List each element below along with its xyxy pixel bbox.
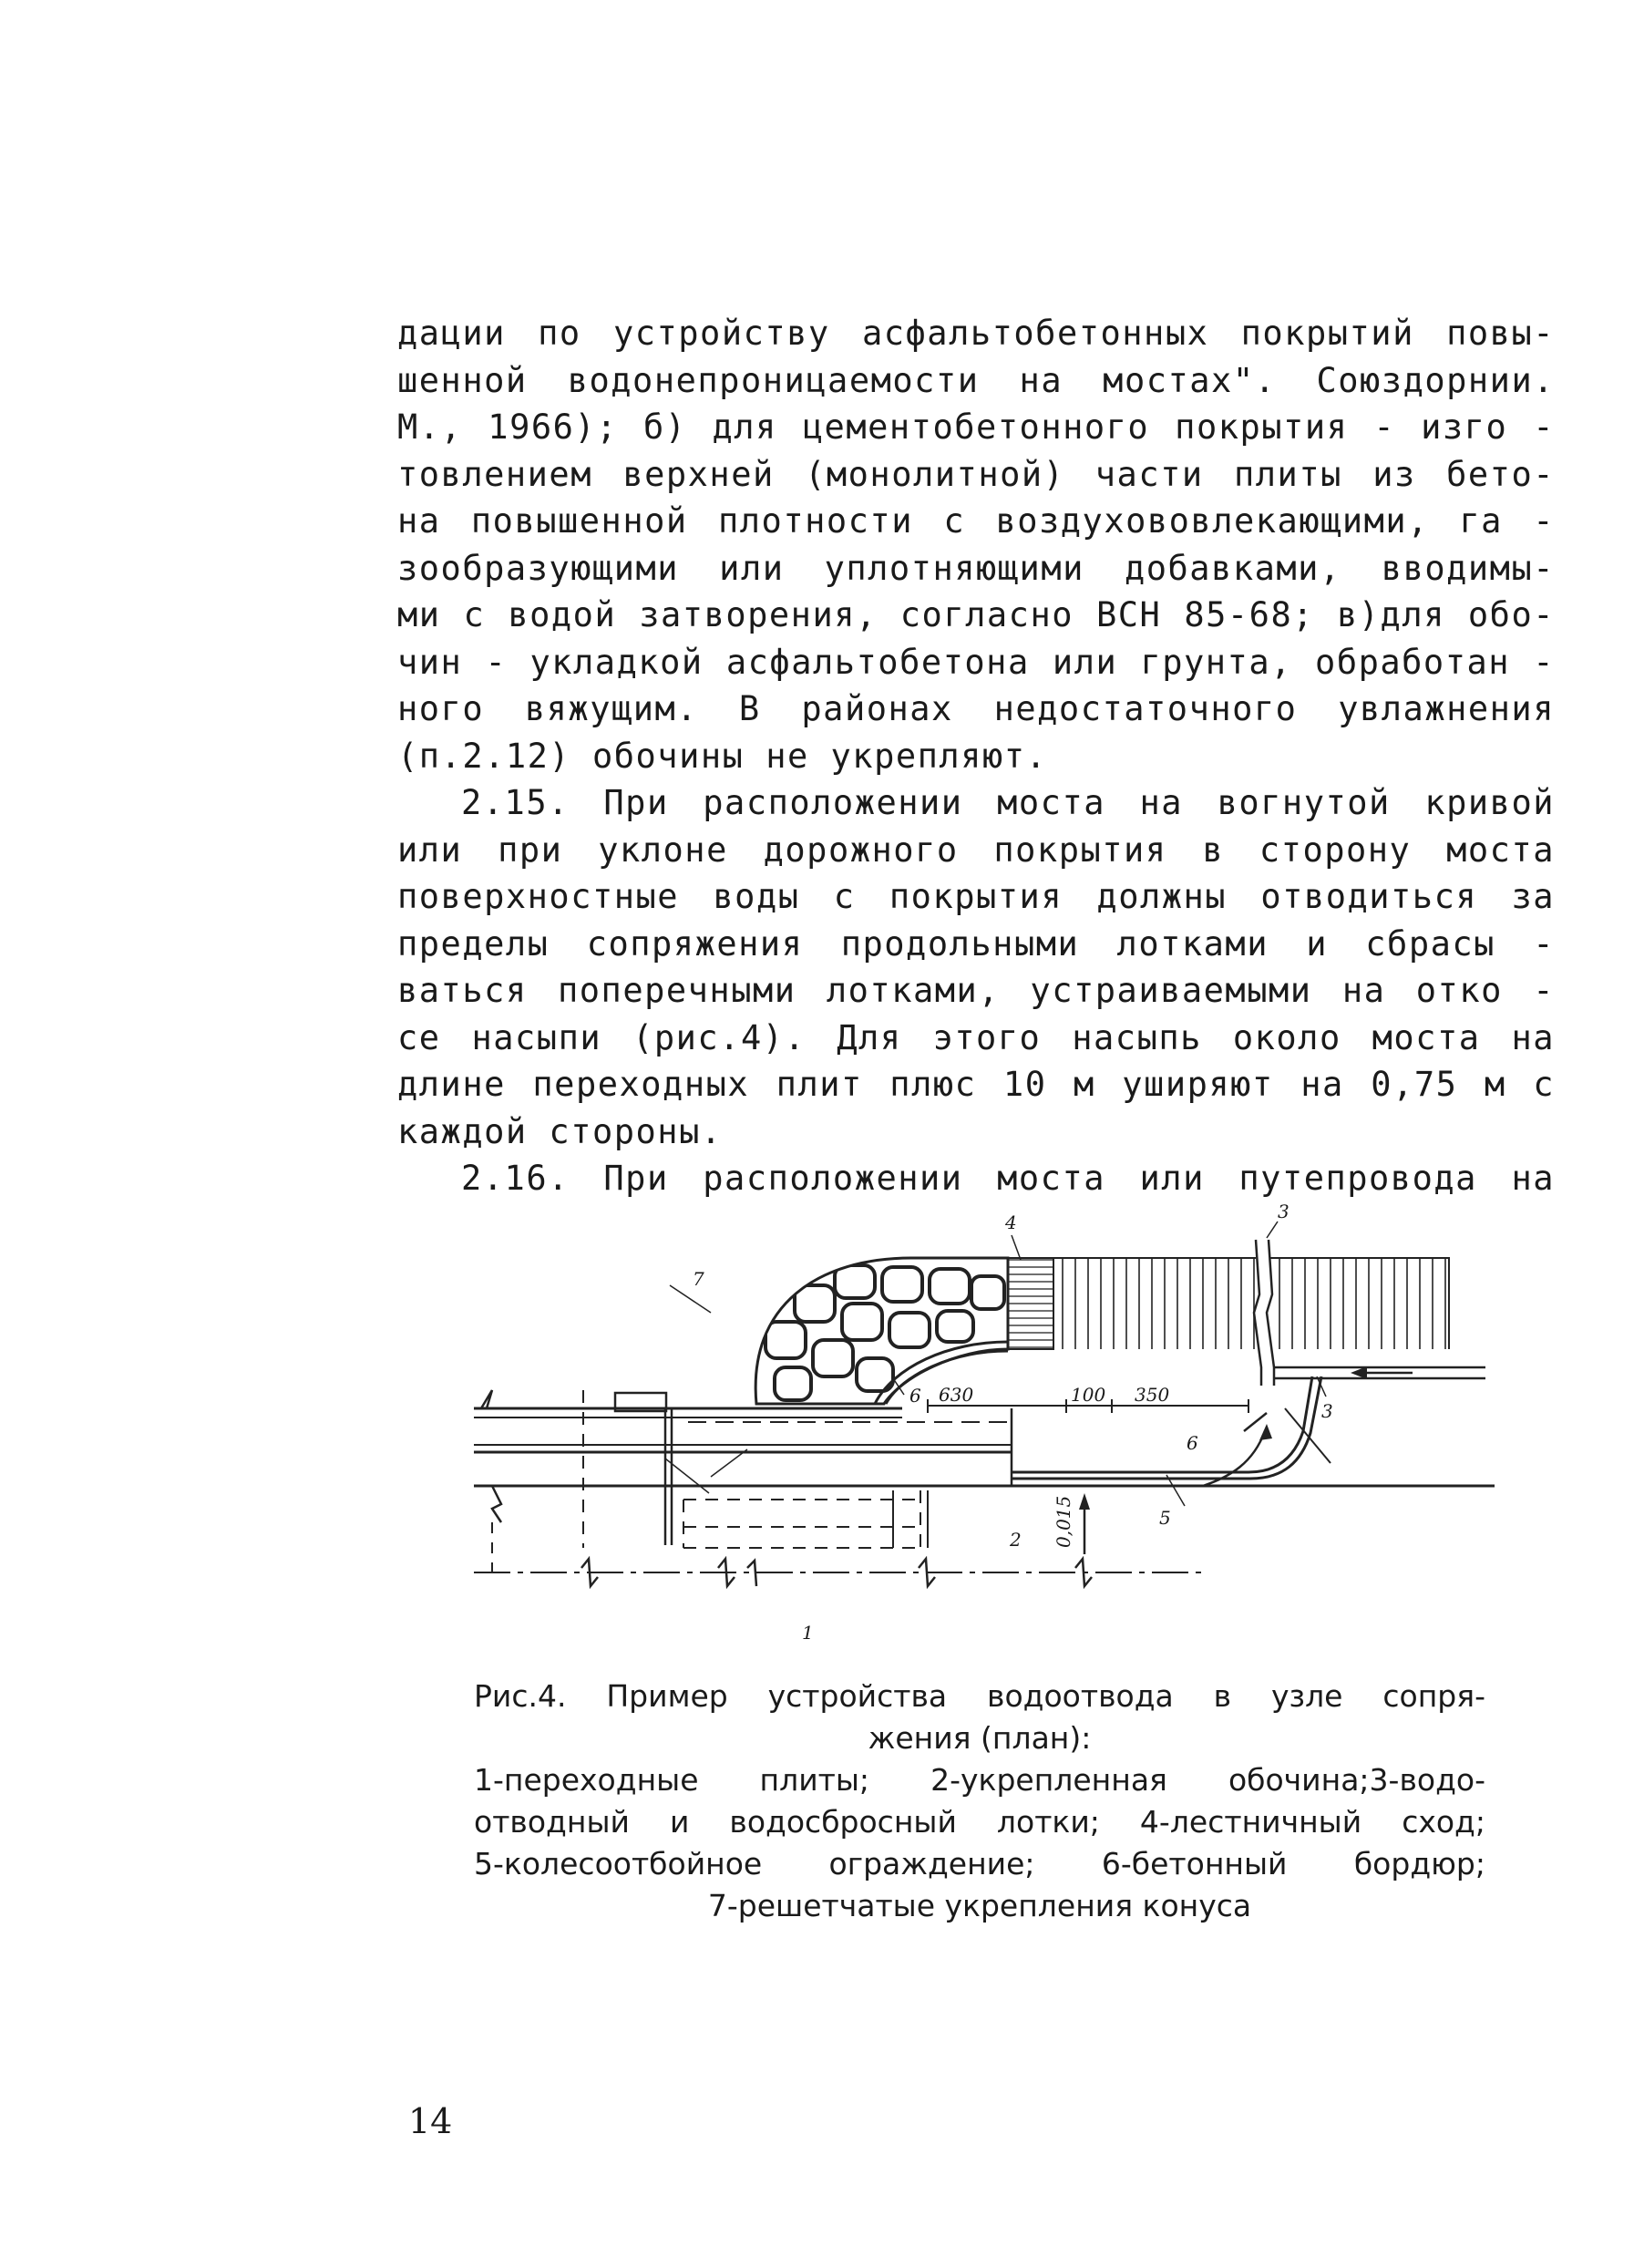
label-2: 2 <box>1010 1529 1022 1551</box>
body-line: ного вяжущим. В районах недостаточного увлажнения <box>397 689 1555 728</box>
body-line: зообразующими или уплотняющими добавками, вводимы- <box>397 548 1555 588</box>
dim-630: 630 <box>939 1384 974 1406</box>
label-6-right: 6 <box>1187 1432 1198 1454</box>
body-line: на повышенной плотности с воздухововлекающими, га - <box>397 501 1555 541</box>
caption-legend-line: отводный и водосбросный лотки; 4-лестничный сход; <box>474 1804 1485 1840</box>
lattice-cone-reinforcement <box>755 1258 1008 1404</box>
figure-caption <box>474 1675 1485 1927</box>
body-line: ми с водой затворения, согласно ВСН 85-68; в)для обо- <box>397 595 1555 634</box>
label-3-top: 3 <box>1278 1201 1290 1222</box>
body-line: каждой стороны. <box>397 1111 723 1151</box>
label-4: 4 <box>1005 1211 1017 1233</box>
section-2-15-start: 2.15. При расположении моста на вогнутой кривой <box>461 783 1555 822</box>
body-line: (п.2.12) обочины не укрепляют. <box>397 736 1048 776</box>
body-line: чин - укладкой асфальтобетона или грунта, обработан - <box>397 642 1555 682</box>
body-line: или при уклоне дорожного покрытия в сторону моста <box>397 830 1555 870</box>
slope-arrow-head <box>1079 1493 1090 1510</box>
drainage-plan-figure <box>474 1185 1504 1659</box>
label-7: 7 <box>693 1268 704 1290</box>
embankment-slope-hatching <box>1053 1258 1449 1349</box>
body-line: поверхностные воды с покрытия должны отводиться за <box>397 877 1555 916</box>
label-5: 5 <box>1159 1507 1171 1529</box>
body-line: се насыпи (рис.4). Для этого насыпь около моста на <box>397 1017 1555 1057</box>
body-line: шенной водонепроницаемости на мостах". Союздорнии. <box>397 360 1555 400</box>
dim-100: 100 <box>1071 1384 1106 1406</box>
caption-title-cont: жения (план): <box>868 1720 1092 1756</box>
body-line: товлением верхней (монолитной) части плиты из бето- <box>397 454 1555 494</box>
body-text <box>397 310 1555 1202</box>
caption-legend-line: 7-решетчатые укрепления конуса <box>707 1888 1252 1923</box>
section-2-16-start: 2.16. При расположении моста или путепровода на <box>461 1159 1555 1198</box>
stair-descent <box>1008 1258 1053 1349</box>
label-1: 1 <box>802 1622 814 1644</box>
label-6-left: 6 <box>909 1385 921 1407</box>
body-line: длине переходных плит плюс 10 м уширяют на 0,75 м с <box>397 1065 1555 1104</box>
caption-title: Рис.4. Пример устройства водоотвода в узле сопря- <box>474 1678 1485 1714</box>
page-number: 14 <box>408 2101 453 2141</box>
flow-diag-arrow <box>1244 1413 1267 1431</box>
body-line: дации по устройству асфальтобетонных покрытий повы- <box>397 314 1555 353</box>
flow-curve-arrow-head <box>1259 1424 1272 1440</box>
body-line: пределы сопряжения продольными лотками и сбрасы - <box>397 923 1555 964</box>
caption-legend-line: 5-колесоотбойное ограждение; 6-бетонный бордюр; <box>474 1846 1485 1881</box>
label-3-bottom: 3 <box>1321 1400 1333 1422</box>
dim-350: 350 <box>1135 1384 1170 1406</box>
caption-legend-line: 1-переходные плиты; 2-укрепленная обочина;3-водо- <box>474 1762 1485 1798</box>
slope-label: 0,015 <box>1053 1495 1074 1548</box>
body-line: ваться поперечными лотками, устраиваемыми на отко - <box>397 971 1555 1010</box>
body-line: М., 1966); б) для цементобетонного покрытия - изго - <box>397 407 1555 447</box>
